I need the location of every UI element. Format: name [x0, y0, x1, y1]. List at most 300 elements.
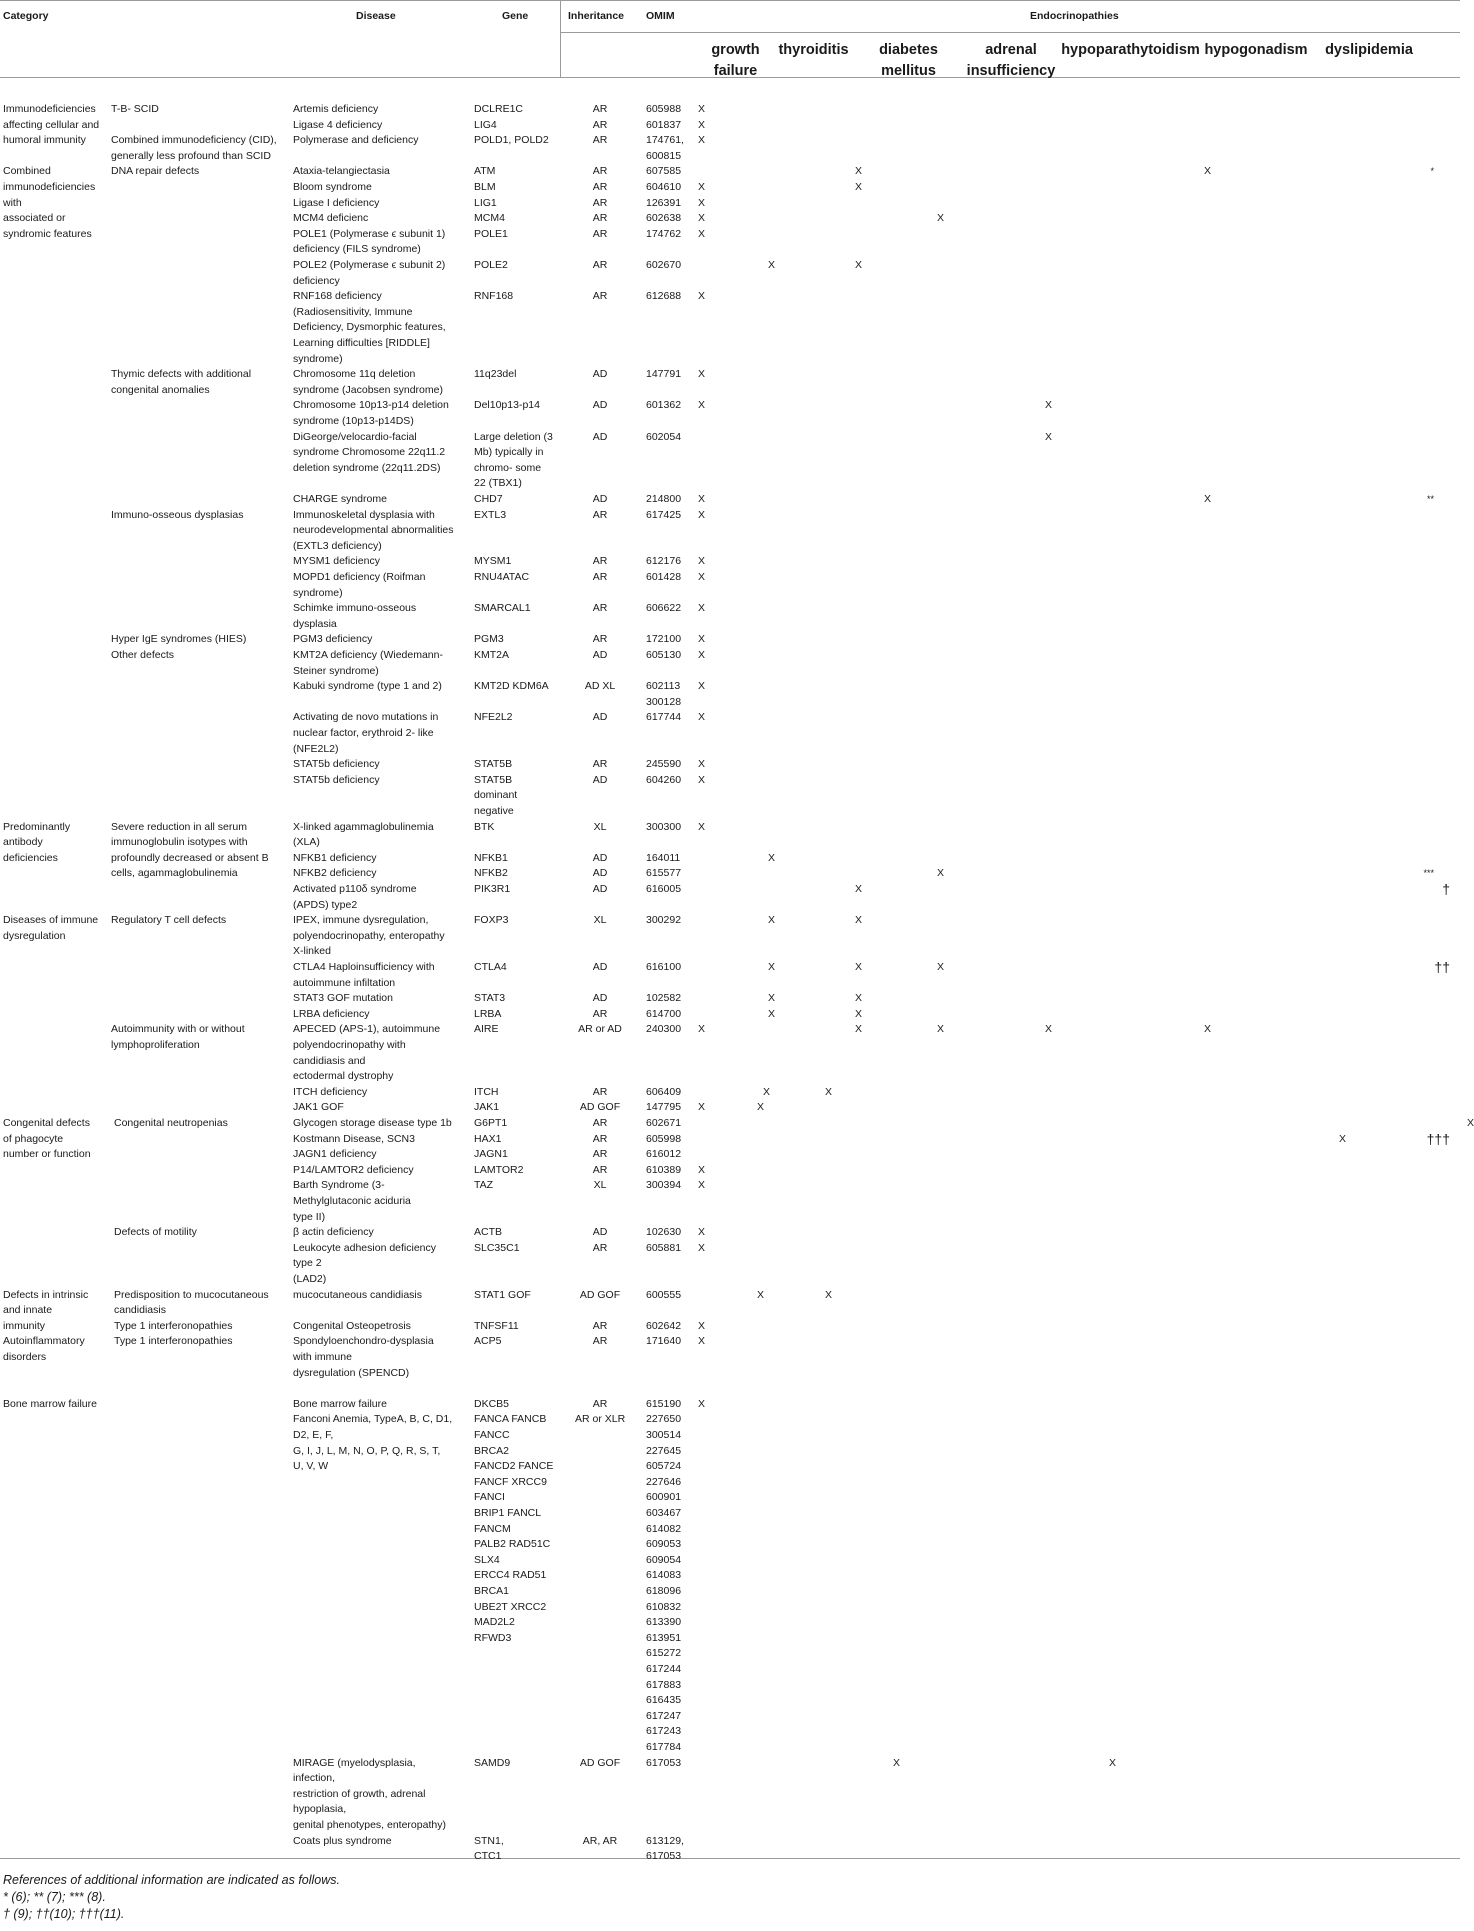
disease-name: NFKB1 deficiency [293, 851, 377, 864]
inheritance-value: AR [592, 555, 608, 568]
omim-number: 614700 [646, 1007, 682, 1020]
inheritance-value: AD XL [584, 680, 616, 693]
gene-name: Large deletion (3 [474, 430, 553, 443]
subcategory-label: Combined immunodeficiency (CID), [111, 134, 277, 147]
gene-name: CHD7 [474, 493, 503, 505]
inheritance-value: AR [592, 134, 608, 147]
endocrine-column-label: adrenal [985, 42, 1037, 58]
omim-number: 605988 [646, 103, 682, 115]
disease-name: JAGN1 deficiency [293, 1148, 377, 1161]
endocrine-mark: X [698, 1241, 706, 1254]
disease-name: STAT3 GOF mutation [293, 992, 393, 1005]
gene-name: ACP5 [474, 1335, 502, 1348]
gene-name: SAMD9 [474, 1756, 511, 1769]
endocrine-mark: X [1339, 1132, 1347, 1145]
omim-number: 300300 [646, 820, 682, 833]
endocrine-mark: X [698, 1023, 706, 1036]
reference-mark: *** [1423, 868, 1434, 879]
category-label: humoral immunity [3, 134, 86, 147]
category-label: dysregulation [3, 929, 66, 942]
gene-name: G6PT1 [474, 1117, 508, 1129]
omim-number: 600901 [646, 1491, 682, 1504]
omim-number: 172100 [646, 633, 682, 646]
endocrine-mark: X [1045, 1023, 1053, 1036]
inheritance-value: AR, AR [582, 1834, 618, 1847]
inheritance-value: AD [592, 711, 608, 724]
disease-name: syndrome) [293, 352, 343, 365]
category-label: immunodeficiencies [3, 181, 96, 193]
subcategory-label: Defects of motility [114, 1226, 197, 1239]
endocrine-mark: X [1467, 1117, 1474, 1129]
header-endocrinopathies: Endocrinopathies [1030, 10, 1119, 22]
disease-name: Chromosome 11q deletion [293, 368, 416, 381]
gene-name: 11q23del [474, 368, 517, 381]
inheritance-value: AD [592, 399, 608, 412]
subcategory-label: candidiasis [114, 1304, 166, 1317]
category-label: immunity [3, 1319, 46, 1332]
endocrine-mark: X [698, 1163, 706, 1176]
endocrine-mark: X [698, 1226, 706, 1239]
gene-name: STAT3 [474, 992, 506, 1005]
endocrine-mark: X [698, 1319, 706, 1332]
endocrine-mark: X [698, 633, 706, 646]
disease-name: APECED (APS-1), autoimmune [293, 1023, 441, 1036]
gene-name: SMARCAL1 [474, 602, 531, 615]
disease-name: dysregulation (SPENCD) [293, 1366, 410, 1379]
gene-name: AIRE [474, 1023, 499, 1036]
omim-number: 227650 [646, 1413, 682, 1426]
disease-name: deletion syndrome (22q11.2DS) [293, 461, 441, 474]
omim-number: 615190 [646, 1397, 682, 1410]
inheritance-value: AR [592, 633, 608, 646]
endocrine-mark: X [855, 961, 863, 973]
gene-name: MCM4 [474, 212, 505, 225]
category-label: with [3, 196, 22, 209]
gene-name: UBE2T XRCC2 [474, 1600, 547, 1613]
disease-name: infection, [293, 1772, 336, 1785]
disease-name: β actin deficiency [293, 1226, 374, 1239]
gene-name: LAMTOR2 [474, 1163, 524, 1176]
omim-number: 617425 [646, 508, 682, 521]
gene-name: FOXP3 [474, 914, 509, 927]
inheritance-value: AR [592, 1117, 608, 1129]
disease-name: Leukocyte adhesion deficiency [293, 1241, 437, 1254]
inheritance-value: AD GOF [579, 1101, 621, 1114]
gene-name: BLM [474, 181, 496, 193]
endocrine-mark: X [698, 181, 706, 193]
inheritance-value: AR [592, 118, 608, 131]
gene-name: ACTB [474, 1226, 503, 1239]
disease-name: nuclear factor, erythroid 2- like [293, 727, 434, 739]
gene-name: chromo- some [474, 461, 542, 474]
disease-name: MIRAGE (myelodysplasia, [293, 1756, 416, 1769]
header-omim: OMIM [646, 10, 675, 22]
endocrine-mark: X [698, 1335, 706, 1348]
inheritance-value: AR [592, 1132, 608, 1145]
inheritance-value: AD [592, 773, 608, 786]
disease-name: KMT2A deficiency (Wiedemann- [293, 649, 443, 661]
disease-name: Activating de novo mutations in [293, 711, 439, 724]
endocrine-mark: X [698, 212, 706, 225]
endocrine-column-label: growth [711, 42, 760, 58]
disease-name: NFKB2 deficiency [293, 867, 377, 880]
omim-number: 613390 [646, 1616, 682, 1629]
omim-number: 610389 [646, 1163, 682, 1176]
omim-number: 614082 [646, 1522, 682, 1535]
omim-number: 171640 [646, 1335, 682, 1348]
subcategory-label: Congenital neutropenias [114, 1117, 228, 1129]
disease-name: (Radiosensitivity, Immune [293, 305, 413, 318]
omim-number: 300292 [646, 914, 682, 927]
disease-name: Coats plus syndrome [293, 1834, 392, 1847]
subcategory-label: Other defects [111, 649, 175, 661]
gene-name: SLX4 [474, 1553, 500, 1566]
endocrine-mark: X [698, 758, 706, 771]
endocrine-column-label: failure [713, 63, 758, 79]
subcategory-label: lymphoproliferation [111, 1039, 200, 1051]
disease-name: X-linked [293, 945, 331, 958]
inheritance-value: AR [592, 212, 608, 225]
disease-name: Deficiency, Dysmorphic features, [293, 321, 446, 334]
omim-number: 617883 [646, 1678, 682, 1691]
endocrine-mark: X [768, 259, 776, 271]
disease-name: RNF168 deficiency [293, 290, 382, 303]
omim-number: 126391 [646, 196, 682, 209]
omim-number: 617247 [646, 1709, 682, 1722]
category-label: associated or [3, 212, 66, 225]
inheritance-value: AR [592, 1148, 608, 1161]
gene-name: FANCM [474, 1522, 511, 1535]
gene-name: RNU4ATAC [474, 571, 530, 583]
disease-name: deficiency (FILS syndrome) [293, 243, 421, 256]
omim-number: 605881 [646, 1241, 682, 1254]
gene-name: ATM [474, 165, 496, 178]
category-label: Autoinflammatory [3, 1335, 85, 1348]
disease-name: Glycogen storage disease type 1b [293, 1117, 452, 1129]
gene-name: JAGN1 [474, 1148, 508, 1161]
endocrine-column-label: hypoparathytoidism [1061, 42, 1200, 58]
reference-mark: †† [1434, 959, 1450, 975]
disease-name: (EXTL3 deficiency) [293, 539, 382, 552]
inheritance-value: AD [592, 883, 608, 895]
gene-name: FANCC [474, 1429, 510, 1441]
omim-number: 605998 [646, 1132, 682, 1145]
omim-number: 607585 [646, 165, 682, 178]
endocrine-mark: X [698, 196, 706, 209]
omim-number: 147795 [646, 1101, 682, 1114]
inheritance-value: AR [592, 571, 608, 583]
endocrine-header-rule [560, 32, 1460, 33]
omim-number: 102630 [646, 1226, 682, 1239]
disease-name: Spondyloenchondro-dysplasia [293, 1335, 434, 1348]
disease-name: Ligase 4 deficiency [293, 118, 383, 131]
inheritance-value: XL [593, 820, 607, 833]
disease-name: DiGeorge/velocardio-facial [293, 430, 417, 443]
inheritance-value: AR [592, 259, 608, 271]
inheritance-value: AR [592, 1397, 608, 1410]
omim-number: 613951 [646, 1631, 682, 1644]
disease-name: (LAD2) [293, 1273, 327, 1285]
gene-name: CTC1 [474, 1850, 502, 1863]
inheritance-value: AR [592, 103, 608, 115]
disease-name: X-linked agammaglobulinemia [293, 820, 434, 833]
gene-name: PALB2 RAD51C [474, 1538, 551, 1551]
omim-number: 601837 [646, 118, 682, 131]
gene-name: NFKB2 [474, 867, 508, 880]
endocrine-mark: X [768, 992, 776, 1005]
endocrine-mark: X [937, 961, 945, 973]
endocrine-column-label: dyslipidemia [1325, 42, 1413, 58]
disease-name: D2, E, F, [293, 1429, 334, 1441]
endocrine-mark: X [825, 1085, 833, 1098]
subcategory-label: Predisposition to mucocutaneous [114, 1288, 269, 1301]
endocrine-mark: X [937, 1023, 945, 1036]
category-label: affecting cellular and [3, 118, 100, 131]
omim-number: 214800 [646, 493, 682, 505]
endocrine-mark: X [698, 1101, 706, 1114]
omim-number: 616012 [646, 1148, 682, 1161]
gene-name: BRCA1 [474, 1585, 510, 1597]
category-label: Congenital defects [3, 1117, 90, 1129]
category-label: number or function [3, 1148, 91, 1161]
disease-name: polyendocrinopathy, enteropathy [293, 929, 445, 942]
omim-number: 240300 [646, 1023, 682, 1036]
gene-name: JAK1 [474, 1101, 500, 1114]
disease-name: deficiency [293, 274, 340, 287]
gene-name: ERCC4 RAD51 [474, 1569, 547, 1582]
endocrine-mark: X [698, 227, 706, 240]
omim-number: 609053 [646, 1538, 682, 1551]
disease-name: hypoplasia, [293, 1803, 347, 1816]
disease-name: PGM3 deficiency [293, 633, 373, 646]
inheritance-value: AR [592, 758, 608, 771]
disease-name: STAT5b deficiency [293, 758, 380, 771]
gene-name: FANCI [474, 1491, 505, 1504]
subcategory-label: Regulatory T cell defects [111, 914, 227, 927]
gene-name: POLD1, POLD2 [474, 134, 549, 147]
omim-number: 164011 [646, 851, 681, 864]
disease-name: Learning difficulties [RIDDLE] [293, 337, 430, 349]
omim-number: 600555 [646, 1288, 682, 1301]
omim-number: 618096 [646, 1585, 682, 1597]
disease-name: MYSM1 deficiency [293, 555, 380, 568]
gene-name: RFWD3 [474, 1631, 512, 1644]
category-label: Diseases of immune [3, 914, 99, 927]
omim-number: 174761, [646, 134, 684, 147]
disease-name: Barth Syndrome (3- [293, 1179, 385, 1192]
endocrine-mark: X [768, 851, 776, 864]
omim-number: 300394 [646, 1179, 682, 1192]
table-footnotes [3, 1872, 340, 1923]
subcategory-label: Type 1 interferonopathies [114, 1335, 233, 1348]
omim-number: 300514 [646, 1429, 682, 1441]
gene-name: POLE1 [474, 227, 508, 240]
disease-name: Steiner syndrome) [293, 664, 379, 677]
subcategory-label: generally less profound than SCID [111, 149, 271, 162]
disease-name: dysplasia [293, 617, 337, 630]
omim-number: 602113 [646, 680, 681, 693]
gene-name: DCLRE1C [474, 103, 524, 115]
inheritance-value: AD [592, 368, 608, 381]
disease-name: type II) [293, 1210, 326, 1223]
omim-number: 600815 [646, 149, 682, 162]
inheritance-value: AR [592, 602, 608, 615]
disease-name: CTLA4 Haploinsufficiency with [293, 961, 435, 973]
gene-name: BTK [474, 820, 495, 833]
omim-divider [560, 0, 561, 77]
endocrine-mark: X [855, 181, 863, 193]
inheritance-value: AR [592, 1007, 608, 1020]
inheritance-value: AR or XLR [575, 1413, 626, 1426]
disease-name: Immunoskeletal dysplasia with [293, 508, 435, 521]
endocrine-mark: X [855, 259, 863, 271]
endocrine-mark: X [698, 773, 706, 786]
endocrine-mark: X [698, 1397, 706, 1410]
gene-name: dominant [474, 789, 518, 802]
inheritance-value: XL [593, 1179, 607, 1192]
subcategory-label: Thymic defects with additional [111, 368, 252, 381]
inheritance-value: AD [592, 1226, 608, 1239]
gene-name: EXTL3 [474, 508, 507, 521]
disease-name: syndrome) [293, 586, 343, 599]
omim-number: 601362 [646, 399, 682, 412]
disease-name: Methylglutaconic aciduria [293, 1195, 411, 1207]
disease-name: STAT5b deficiency [293, 773, 380, 786]
omim-number: 604610 [646, 181, 682, 193]
disease-name: ectodermal dystrophy [293, 1070, 394, 1083]
disease-name: Congenital Osteopetrosis [293, 1319, 411, 1332]
endocrine-mark: X [768, 1007, 776, 1020]
gene-name: PIK3R1 [474, 883, 511, 895]
omim-number: 615577 [646, 867, 682, 880]
gene-name: KMT2A [474, 649, 510, 661]
subcategory-label: profoundly decreased or absent B [111, 851, 269, 864]
gene-name: SLC35C1 [474, 1241, 520, 1254]
endocrine-mark: X [698, 399, 706, 412]
endocrine-mark: X [698, 1179, 706, 1192]
subcategory-label: Hyper IgE syndromes (HIES) [111, 633, 247, 646]
endocrine-mark: X [698, 508, 706, 521]
inheritance-value: AR [592, 1085, 608, 1098]
endocrine-mark: X [768, 961, 776, 973]
gene-name: negative [474, 805, 514, 817]
omim-number: 602671 [646, 1117, 682, 1129]
disease-name: type 2 [293, 1257, 322, 1270]
disease-name: candidiasis and [293, 1054, 366, 1067]
gene-name: KMT2D KDM6A [474, 680, 549, 693]
endocrine-mark: X [1204, 1023, 1212, 1036]
omim-number: 102582 [646, 992, 682, 1005]
category-label: Bone marrow failure [3, 1397, 97, 1410]
omim-number: 605130 [646, 649, 682, 661]
gene-name: RNF168 [474, 290, 514, 303]
disease-name: Polymerase and deficiency [293, 134, 419, 147]
disease-name: (NFE2L2) [293, 742, 339, 755]
omim-number: 227646 [646, 1475, 682, 1488]
endocrine-mark: X [698, 134, 706, 147]
omim-number: 612176 [646, 555, 682, 568]
endocrine-column-label: hypogonadism [1204, 42, 1308, 58]
category-label: syndromic features [3, 227, 92, 240]
omim-number: 616100 [646, 961, 682, 973]
disease-name: POLE2 (Polymerase ϵ subunit 2) [293, 259, 446, 271]
category-label: disorders [3, 1351, 47, 1363]
top-rule [0, 0, 1460, 1]
disease-name: JAK1 GOF [293, 1101, 344, 1114]
disease-name: Artemis deficiency [293, 103, 379, 115]
inheritance-value: AR [592, 165, 608, 178]
omim-number: 602642 [646, 1319, 682, 1332]
disease-name: Ataxia-telangiectasia [293, 165, 390, 178]
disease-name: ITCH deficiency [293, 1085, 368, 1098]
inheritance-value: AR [592, 227, 608, 240]
endocrine-mark: X [1045, 399, 1053, 412]
gene-name: STAT5B [474, 758, 513, 771]
omim-number: 602054 [646, 430, 682, 443]
disease-name: P14/LAMTOR2 deficiency [293, 1163, 414, 1176]
subcategory-label: DNA repair defects [111, 165, 200, 178]
disease-name: Ligase I deficiency [293, 196, 380, 209]
endocrine-mark: X [698, 649, 706, 661]
endocrine-mark: X [763, 1085, 771, 1098]
endocrine-mark: X [855, 1007, 863, 1020]
gene-name: STN1, [474, 1834, 504, 1847]
reference-mark: ** [1426, 494, 1434, 504]
omim-number: 606409 [646, 1085, 682, 1098]
inheritance-value: AR [592, 1163, 608, 1176]
gene-name: FANCF XRCC9 [474, 1475, 547, 1488]
inheritance-value: AD [592, 493, 608, 505]
disease-name: with immune [293, 1351, 352, 1363]
disease-name: (APDS) type2 [293, 898, 358, 911]
category-label: Predominantly [3, 820, 71, 833]
disease-name: syndrome (Jacobsen syndrome) [293, 383, 443, 396]
endocrine-mark: X [698, 680, 706, 693]
gene-name: LRBA [474, 1007, 502, 1020]
endocrine-mark: X [698, 290, 706, 303]
gene-name: NFE2L2 [474, 711, 513, 724]
header-disease: Disease [356, 10, 396, 22]
footnote-refs-1: * (6); ** (7); *** (8). [3, 1890, 106, 1904]
omim-number: 615272 [646, 1647, 682, 1660]
footnote-refs-2: † (9); ††(10); †††(11). [3, 1907, 125, 1921]
endocrine-mark: X [757, 1101, 765, 1114]
gene-name: MYSM1 [474, 555, 512, 568]
gene-name: STAT5B [474, 773, 513, 786]
footnote-intro: References of additional information are indicated as follows. [3, 1873, 340, 1887]
gene-name: LIG4 [474, 118, 497, 131]
header-inheritance: Inheritance [568, 10, 625, 22]
header-category: Category [3, 10, 49, 22]
gene-name: TAZ [474, 1179, 494, 1192]
omim-number: 601428 [646, 571, 682, 583]
endocrine-mark: X [855, 883, 863, 895]
disease-name: MOPD1 deficiency (Roifman [293, 571, 426, 583]
disease-name: MCM4 deficienc [293, 212, 369, 225]
omim-number: 603467 [646, 1507, 682, 1519]
disease-name: genital phenotypes, enteropathy) [293, 1819, 446, 1831]
endocrine-mark: X [757, 1288, 765, 1301]
disease-name: restriction of growth, adrenal [293, 1787, 426, 1800]
endocrine-column-label: diabetes [879, 42, 938, 58]
inheritance-value: AR [592, 196, 608, 209]
inheritance-value: AD GOF [579, 1288, 621, 1301]
gene-name: PGM3 [474, 633, 504, 646]
endocrine-column-label: insufficiency [966, 63, 1056, 79]
gene-name: DKCB5 [474, 1397, 510, 1410]
endocrine-column-label: mellitus [881, 63, 936, 79]
subcategory-label: congenital anomalies [111, 383, 210, 396]
